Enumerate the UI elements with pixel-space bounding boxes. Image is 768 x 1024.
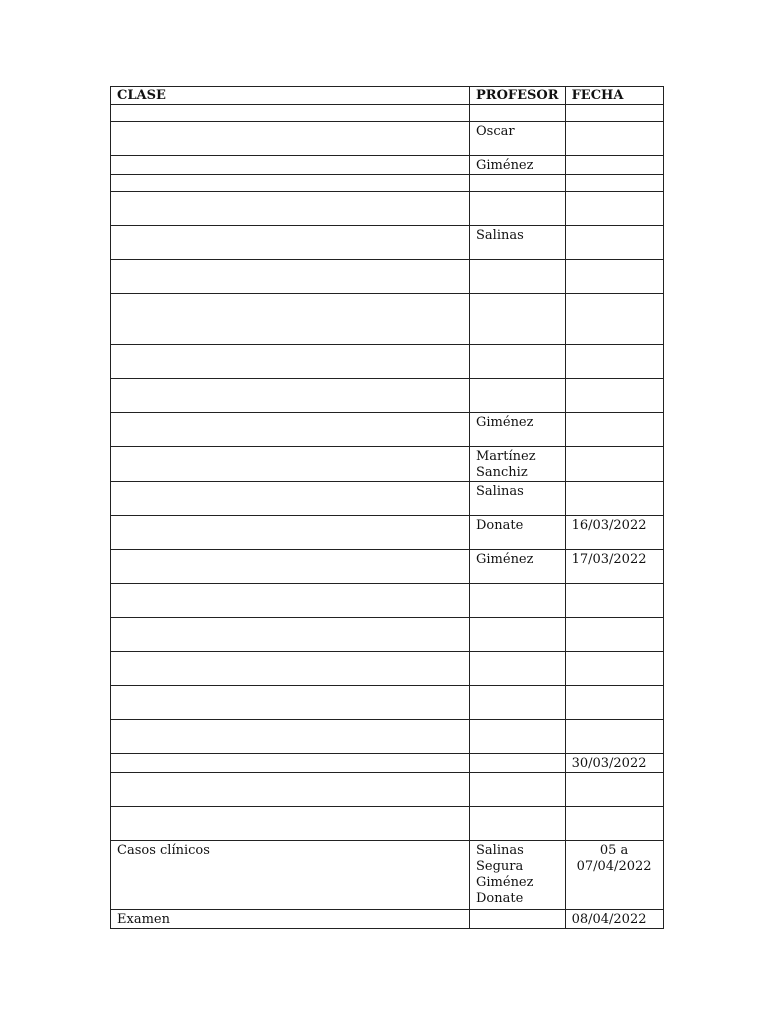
cell-fecha	[565, 618, 663, 652]
cell-clase	[111, 260, 470, 294]
profesor-name: Giménez	[476, 158, 534, 173]
cell-profesor	[470, 550, 566, 584]
header-fecha: FECHA	[565, 87, 663, 105]
profesor-name: Oscar	[476, 124, 515, 139]
cell-profesor	[470, 122, 566, 156]
table-row	[111, 122, 664, 156]
table-row	[111, 720, 664, 754]
cell-profesor	[470, 175, 566, 192]
cell-clase	[111, 345, 470, 379]
cell-profesor	[470, 516, 566, 550]
table-row	[111, 345, 664, 379]
cell-profesor	[470, 260, 566, 294]
cell-fecha	[565, 720, 663, 754]
cell-fecha	[565, 773, 663, 807]
header-profesor: PROFESOR	[470, 87, 566, 105]
cell-fecha	[565, 105, 663, 122]
table-row	[111, 482, 664, 516]
cell-clase	[111, 516, 470, 550]
cell-fecha	[565, 122, 663, 156]
cell-clase	[111, 379, 470, 413]
cell-profesor	[470, 482, 566, 516]
cell-profesor	[470, 294, 566, 345]
table-row	[111, 226, 664, 260]
cell-fecha	[565, 345, 663, 379]
profesor-name: Giménez	[476, 552, 534, 567]
cell-clase	[111, 175, 470, 192]
cell-clase	[111, 156, 470, 175]
cell-clase	[111, 122, 470, 156]
schedule-table	[110, 86, 664, 929]
cell-fecha	[565, 482, 663, 516]
table-row	[111, 294, 664, 345]
cell-clase	[111, 105, 470, 122]
fecha-value: 08/04/2022	[571, 912, 647, 927]
table-row	[111, 754, 664, 773]
profesor-name: Salinas	[476, 843, 524, 858]
cell-fecha	[565, 841, 663, 910]
cell-clase: Casos clínicos	[111, 841, 470, 910]
cell-clase	[111, 618, 470, 652]
cell-profesor	[470, 807, 566, 841]
cell-clase	[111, 294, 470, 345]
cell-clase	[111, 584, 470, 618]
profesor-name: Giménez	[476, 875, 534, 890]
cell-profesor	[470, 379, 566, 413]
cell-profesor	[470, 105, 566, 122]
profesor-name: Segura	[476, 859, 524, 874]
table-row	[111, 379, 664, 413]
cell-profesor	[470, 156, 566, 175]
cell-clase: Examen	[111, 910, 470, 929]
profesor-name: Salinas	[476, 228, 524, 243]
cell-profesor	[470, 345, 566, 379]
cell-clase	[111, 754, 470, 773]
cell-profesor	[470, 910, 566, 929]
table-row	[111, 447, 664, 482]
cell-clase	[111, 773, 470, 807]
cell-profesor	[470, 618, 566, 652]
cell-clase	[111, 652, 470, 686]
table-row	[111, 910, 664, 929]
table-row	[111, 105, 664, 122]
cell-clase	[111, 413, 470, 447]
cell-fecha	[565, 379, 663, 413]
cell-profesor	[470, 773, 566, 807]
table-row	[111, 175, 664, 192]
table-row	[111, 773, 664, 807]
fecha-value: 07/04/2022	[576, 859, 652, 874]
profesor-name: Donate	[476, 518, 524, 533]
profesor-name: Salinas	[476, 484, 524, 499]
cell-fecha	[565, 807, 663, 841]
profesor-name: Giménez	[476, 415, 534, 430]
cell-fecha	[565, 260, 663, 294]
table-row	[111, 260, 664, 294]
fecha-value: 05 a	[599, 843, 629, 858]
cell-clase	[111, 807, 470, 841]
cell-fecha	[565, 686, 663, 720]
cell-profesor	[470, 413, 566, 447]
table-row	[111, 807, 664, 841]
cell-fecha	[565, 754, 663, 773]
table-row	[111, 192, 664, 226]
fecha-value: 30/03/2022	[571, 756, 647, 771]
cell-profesor	[470, 447, 566, 482]
cell-profesor	[470, 192, 566, 226]
table-row	[111, 550, 664, 584]
table-row	[111, 618, 664, 652]
cell-fecha	[565, 584, 663, 618]
table-row	[111, 652, 664, 686]
fecha-value: 17/03/2022	[571, 552, 647, 567]
header-clase: CLASE	[111, 87, 470, 105]
profesor-name: Sanchiz	[476, 465, 528, 480]
cell-clase	[111, 482, 470, 516]
cell-fecha	[565, 413, 663, 447]
cell-fecha	[565, 226, 663, 260]
table-row	[111, 841, 664, 910]
fecha-value: 16/03/2022	[571, 518, 647, 533]
cell-profesor	[470, 652, 566, 686]
cell-profesor	[470, 841, 566, 910]
table-row	[111, 686, 664, 720]
profesor-name: Donate	[476, 891, 524, 906]
cell-profesor	[470, 686, 566, 720]
cell-fecha	[565, 910, 663, 929]
cell-profesor	[470, 754, 566, 773]
profesor-name: Martínez	[476, 449, 536, 464]
cell-clase	[111, 550, 470, 584]
cell-fecha	[565, 156, 663, 175]
table-row	[111, 413, 664, 447]
header-row	[111, 87, 664, 105]
cell-profesor	[470, 720, 566, 754]
cell-fecha	[565, 447, 663, 482]
cell-fecha	[565, 192, 663, 226]
cell-fecha	[565, 175, 663, 192]
table-row	[111, 156, 664, 175]
cell-profesor	[470, 226, 566, 260]
cell-fecha	[565, 550, 663, 584]
cell-clase	[111, 447, 470, 482]
table-row	[111, 584, 664, 618]
cell-clase	[111, 720, 470, 754]
cell-fecha	[565, 652, 663, 686]
cell-clase	[111, 686, 470, 720]
cell-clase	[111, 226, 470, 260]
cell-fecha	[565, 516, 663, 550]
table-row	[111, 516, 664, 550]
cell-fecha	[565, 294, 663, 345]
cell-profesor	[470, 584, 566, 618]
cell-clase	[111, 192, 470, 226]
